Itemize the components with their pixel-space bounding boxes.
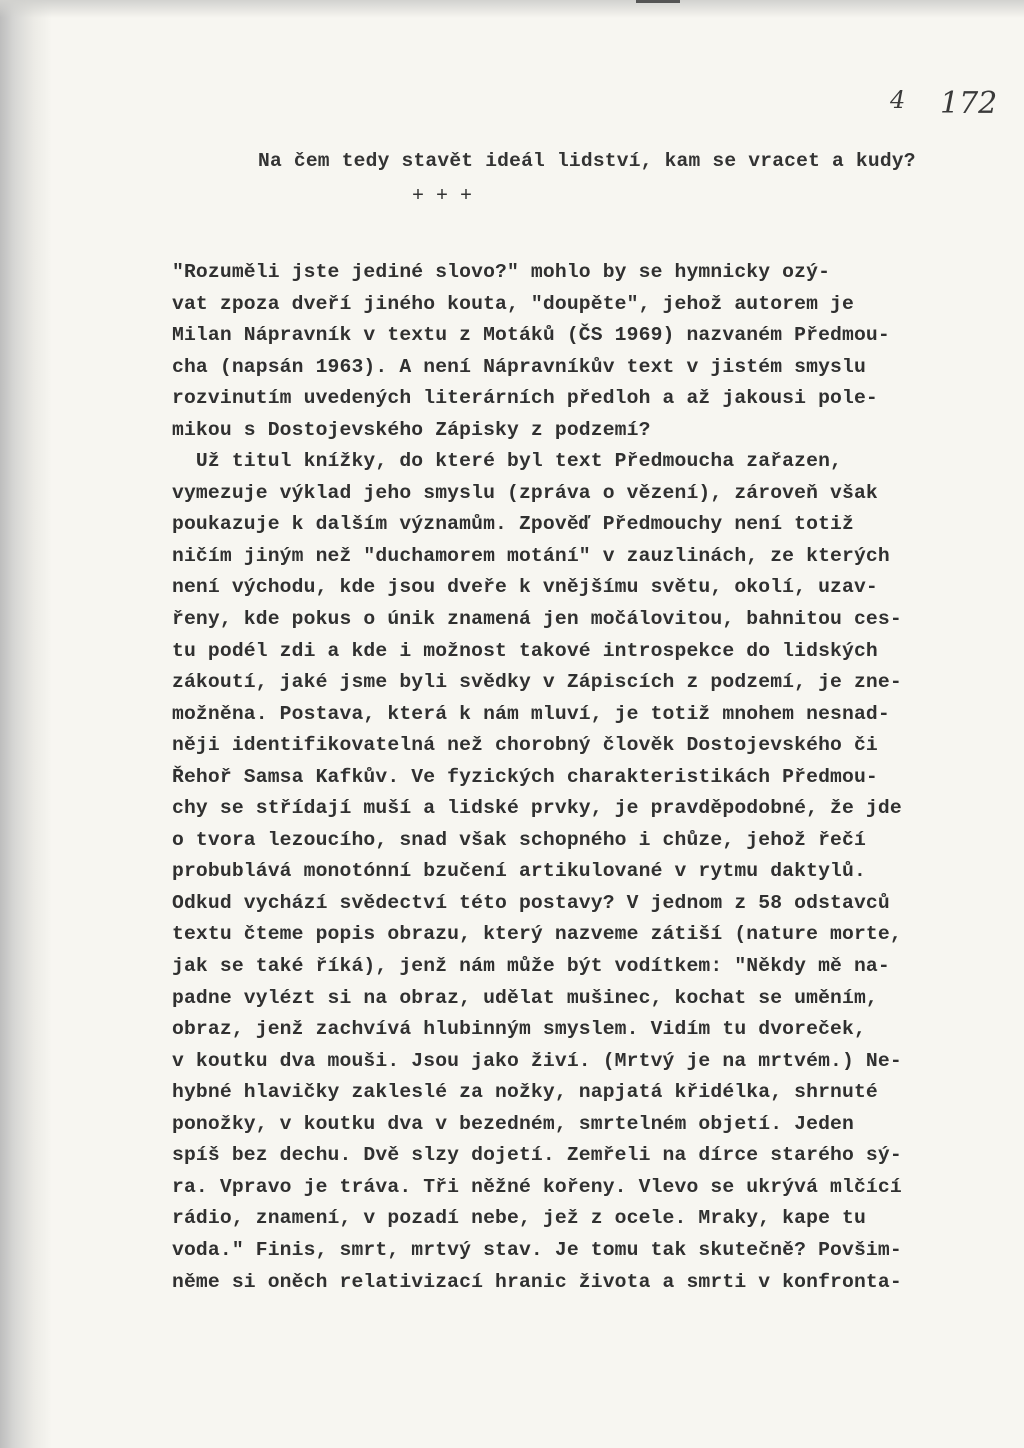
scan-top-shadow [0,0,1024,18]
text-line: ničím jiným než "duchamorem motání" v zauzlinách, ze kterých [172,544,890,567]
text-line: tu podél zdi a kde i možnost takové introspekce do lidských [172,639,878,662]
text-line: probublává monotónní bzučení artikulované v rytmu daktylů. [172,860,866,883]
text-line: ra. Vpravo je tráva. Tři něžné kořeny. Vlevo se ukrývá mlčící [172,1175,902,1198]
text-line: Řehoř Samsa Kafkův. Ve fyzických charakteristikách Předmou- [172,765,878,788]
text-line: v koutku dva mouši. Jsou jako živí. (Mrtvý je na mrtvém.) Ne- [172,1049,902,1072]
text-line: hybné hlavičky zakleslé za nožky, napjatá křidélka, shrnuté [172,1081,878,1104]
text-line: chy se střídají muší a lidské prvky, je pravděpodobné, že jde [172,797,902,820]
scan-top-mark [636,0,680,3]
section-separator: + + + [412,185,473,208]
text-line: Už titul knížky, do které byl text Předmoucha zařazen, [172,450,843,473]
handwritten-page-number: 172 [940,86,998,121]
text-line: cha (napsán 1963). A není Nápravníkův text v jistém smyslu [172,355,866,378]
section-title: Na čem tedy stavět ideál lidství, kam se vracet a kudy? [258,150,916,172]
text-line: padne vylézt si na obraz, udělat mušinec, kochat se uměním, [172,986,878,1009]
text-line: voda." Finis, smrt, mrtvý stav. Je tomu tak skutečně? Povšim- [172,1238,902,1261]
text-line: není východu, kde jsou dveře k vnějšímu světu, okolí, uzav- [172,576,878,599]
text-line: vymezuje výklad jeho smyslu (zpráva o vězení), zároveň však [172,481,878,504]
text-line: o tvora lezoucího, snad však schopného i chůze, jehož řečí [172,828,866,851]
text-line: obraz, jenž zachvívá hlubinným smyslem. Vidím tu dvoreček, [172,1018,866,1041]
text-line: textu čteme popis obrazu, který nazveme zátiší (nature morte, [172,923,902,946]
text-line: řeny, kde pokus o únik znamená jen močálovitou, bahnitou ces- [172,608,902,631]
text-line: ponožky, v koutku dva v bezedném, smrtelném objetí. Jeden [172,1112,854,1135]
text-line: vat zpoza dveří jiného kouta, "doupěte", jehož autorem je [172,292,854,315]
text-line: poukazuje k dalším významům. Zpověď Předmouchy není totiž [172,513,854,536]
text-line: rozvinutím uvedených literárních předloh a až jakousi pole- [172,387,878,410]
scan-edge-shadow [0,0,52,1448]
text-line: zákoutí, jaké jsme byli svědky v Zápiscích z podzemí, je zne- [172,671,902,694]
text-line: spíš bez dechu. Dvě slzy dojetí. Zemřeli na dírce starého sý- [172,1144,902,1167]
body-text [172,257,972,1298]
text-line: mikou s Dostojevského Zápisky z podzemí? [172,418,651,441]
text-line: rádio, znamení, v pozadí nebe, jež z ocele. Mraky, kape tu [172,1207,866,1230]
text-line: něji identifikovatelná než chorobný člověk Dostojevského či [172,734,878,757]
text-line: možněna. Postava, která k nám mluví, je totiž mnohem nesnad- [172,702,890,725]
text-line: jak se také říká), jenž nám může být vodítkem: "Někdy mě na- [172,955,890,978]
text-line: Odkud vychází svědectví této postavy? V jednom z 58 odstavců [172,891,890,914]
page-mark: 4 [890,86,906,114]
text-line: "Rozuměli jste jediné slovo?" mohlo by se hymnicky ozý- [172,261,831,283]
text-line: něme si oněch relativizací hranic života a smrti v konfronta- [172,1270,902,1293]
text-line: Milan Nápravník v textu z Motáků (ČS 1969) nazvaném Předmou- [172,324,890,347]
